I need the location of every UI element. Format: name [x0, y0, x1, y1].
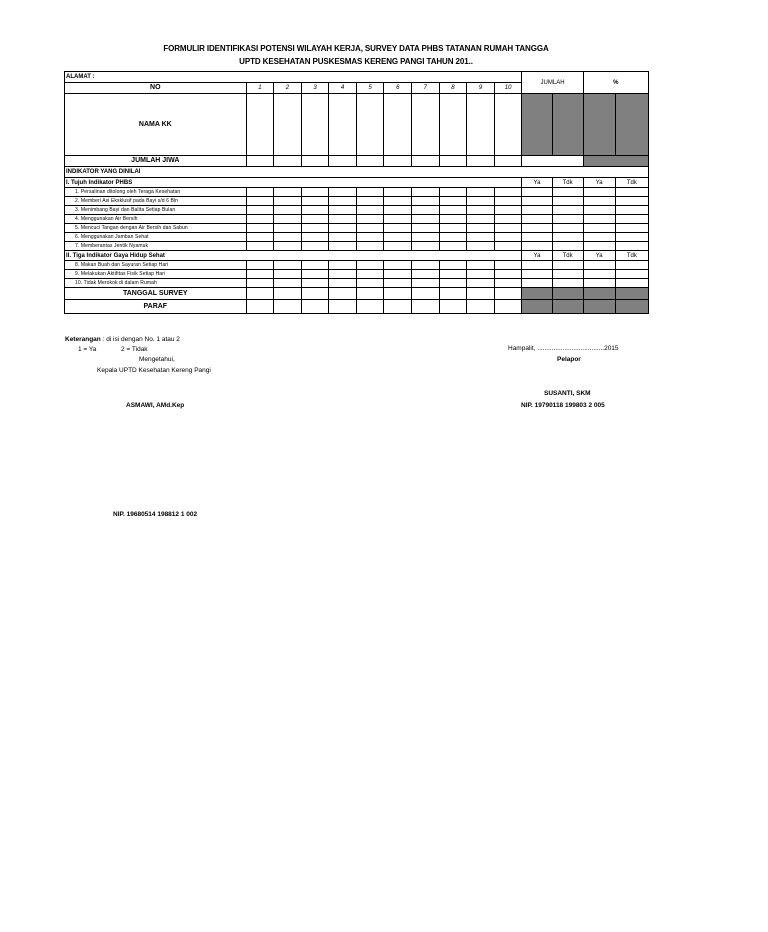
indicator-cell[interactable] [552, 188, 583, 197]
paraf-cell[interactable] [412, 300, 440, 314]
indicator-label: 10. Tidak Merokok di dalam Rumah [65, 279, 247, 288]
indicator-cell[interactable] [301, 261, 329, 270]
col-number: 6 [384, 83, 412, 94]
nama-kk-cell[interactable] [356, 94, 384, 156]
tdk-header: Tdk [552, 178, 583, 188]
left-signatory-name: ASMAWI, AMd.Kep [126, 402, 185, 409]
alamat-label: ALAMAT : [65, 72, 522, 83]
indicator-cell[interactable] [329, 242, 357, 251]
nama-kk-cell[interactable] [467, 94, 495, 156]
indicator-cell[interactable] [522, 224, 552, 233]
indicator-cell[interactable] [522, 261, 552, 270]
indicator-row [65, 270, 649, 279]
tdk-header: Tdk [552, 251, 583, 261]
left-signatory-nip: NIP. 19680514 198812 1 002 [113, 511, 198, 518]
shaded-cell [522, 94, 552, 156]
indicator-cell[interactable] [329, 279, 357, 288]
keterangan-text: : di isi dengan No. 1 atau 2 [102, 336, 180, 343]
indicator-cell[interactable] [384, 224, 412, 233]
indicator-cell[interactable] [552, 279, 583, 288]
indicator-cell[interactable] [522, 233, 552, 242]
indicator-cell[interactable] [583, 206, 615, 215]
indicator-cell[interactable] [522, 206, 552, 215]
indicator-cell[interactable] [615, 261, 648, 270]
indicator-cell[interactable] [274, 242, 302, 251]
indicator-cell[interactable] [356, 215, 384, 224]
indicator-cell[interactable] [467, 197, 495, 206]
indicator-cell[interactable] [467, 224, 495, 233]
jumlah-jiwa-total[interactable] [522, 156, 583, 167]
indicator-label: 1. Persalinan ditolong oleh Teraga Kesehatan [65, 188, 247, 197]
indicator-cell[interactable] [494, 224, 522, 233]
paraf-cell[interactable] [356, 300, 384, 314]
tanggal-cell[interactable] [329, 288, 357, 300]
indicator-cell[interactable] [494, 197, 522, 206]
right-signatory-name: SUSANTI, SKM [544, 390, 591, 397]
nama-kk-cell[interactable] [301, 94, 329, 156]
col-number: 5 [356, 83, 384, 94]
col-number: 2 [274, 83, 302, 94]
indicator-cell[interactable] [583, 197, 615, 206]
indicator-cell[interactable] [583, 279, 615, 288]
indicator-row [65, 188, 649, 197]
indicator-cell[interactable] [384, 261, 412, 270]
paraf-cell[interactable] [467, 300, 495, 314]
indikator-heading: INDIKATOR YANG DINILAI [65, 167, 649, 178]
indicator-cell[interactable] [301, 224, 329, 233]
ya-header: Ya [522, 178, 552, 188]
shaded-cell [552, 94, 583, 156]
indicator-cell[interactable] [615, 197, 648, 206]
phbs-survey-table [64, 71, 649, 314]
ya-header: Ya [583, 178, 615, 188]
shaded-cell [583, 288, 615, 300]
shaded-cell [522, 300, 552, 314]
indicator-cell[interactable] [356, 279, 384, 288]
indicator-cell[interactable] [412, 224, 440, 233]
indicator-cell[interactable] [439, 279, 467, 288]
tanggal-cell[interactable] [467, 288, 495, 300]
indicator-cell[interactable] [329, 224, 357, 233]
jumlah-jiwa-cell[interactable] [412, 156, 440, 167]
indicator-cell[interactable] [412, 270, 440, 279]
option-tidak: 2 = Tidak [121, 346, 148, 353]
indicator-cell[interactable] [356, 224, 384, 233]
indicator-cell[interactable] [301, 215, 329, 224]
indicator-cell[interactable] [494, 242, 522, 251]
paraf-label: PARAF [65, 300, 247, 314]
indicator-cell[interactable] [552, 224, 583, 233]
indicator-cell[interactable] [246, 197, 274, 206]
indicator-cell[interactable] [494, 188, 522, 197]
tdk-header: Tdk [615, 178, 648, 188]
indicator-cell[interactable] [301, 233, 329, 242]
indicator-cell[interactable] [412, 279, 440, 288]
indicator-cell[interactable] [274, 279, 302, 288]
shaded-cell [552, 288, 583, 300]
indicator-cell[interactable] [412, 206, 440, 215]
form-title-line2: UPTD KESEHATAN PUSKESMAS KERENG PANGI TAHUN 201.. [239, 57, 473, 66]
indicator-cell[interactable] [439, 188, 467, 197]
mengetahui-text: Mengetahui, [139, 356, 175, 363]
paraf-cell[interactable] [246, 300, 274, 314]
indicator-cell[interactable] [329, 270, 357, 279]
indicator-cell[interactable] [301, 270, 329, 279]
tanggal-cell[interactable] [301, 288, 329, 300]
percent-header: % [583, 72, 648, 94]
indicator-row [65, 279, 649, 288]
indicator-cell[interactable] [552, 233, 583, 242]
indicator-cell[interactable] [246, 279, 274, 288]
indicator-cell[interactable] [384, 242, 412, 251]
indicator-cell[interactable] [412, 188, 440, 197]
jumlah-jiwa-cell[interactable] [467, 156, 495, 167]
indicator-cell[interactable] [301, 188, 329, 197]
indicator-row [65, 206, 649, 215]
tdk-header: Tdk [615, 251, 648, 261]
indicator-cell[interactable] [384, 188, 412, 197]
tanggal-cell[interactable] [384, 288, 412, 300]
indicator-cell[interactable] [615, 279, 648, 288]
indicator-cell[interactable] [615, 242, 648, 251]
indicator-cell[interactable] [384, 215, 412, 224]
indicator-cell[interactable] [522, 197, 552, 206]
indicator-cell[interactable] [412, 197, 440, 206]
indicator-cell[interactable] [552, 261, 583, 270]
indicator-cell[interactable] [439, 215, 467, 224]
jumlah-jiwa-cell[interactable] [494, 156, 522, 167]
shaded-cell [522, 288, 552, 300]
indicator-row [65, 215, 649, 224]
indicator-cell[interactable] [583, 224, 615, 233]
indicator-cell[interactable] [583, 188, 615, 197]
indicator-cell[interactable] [439, 270, 467, 279]
indicator-cell[interactable] [384, 279, 412, 288]
indicator-cell[interactable] [274, 261, 302, 270]
indicator-cell[interactable] [439, 197, 467, 206]
tanggal-cell[interactable] [439, 288, 467, 300]
indicator-row [65, 224, 649, 233]
indicator-cell[interactable] [522, 270, 552, 279]
indicator-cell[interactable] [329, 188, 357, 197]
indicator-cell[interactable] [384, 197, 412, 206]
shaded-cell [552, 300, 583, 314]
jumlah-jiwa-label: JUMLAH JIWA [65, 156, 247, 167]
paraf-cell[interactable] [494, 300, 522, 314]
section2-heading: II. Tiga Indikator Gaya Hidup Sehat [65, 251, 522, 261]
indicator-cell[interactable] [301, 197, 329, 206]
indicator-cell[interactable] [615, 188, 648, 197]
indicator-cell[interactable] [467, 206, 495, 215]
indicator-cell[interactable] [246, 206, 274, 215]
indicator-cell[interactable] [494, 261, 522, 270]
indicator-cell[interactable] [274, 233, 302, 242]
indicator-cell[interactable] [329, 233, 357, 242]
indicator-cell[interactable] [552, 215, 583, 224]
indicator-label: 6. Menggunakan Jamban Sehat [65, 233, 247, 242]
indicator-label: 2. Memberi Asi Eksklusif pada Bayi s/d 6 Bln [65, 197, 247, 206]
indicator-label: 5. Mencuci Tangan dengan Air Bersih dan Sabun [65, 224, 247, 233]
pelapor-label: Pelapor [557, 356, 581, 363]
indicator-cell[interactable] [246, 242, 274, 251]
indicator-cell[interactable] [615, 206, 648, 215]
indicator-cell[interactable] [329, 261, 357, 270]
nama-kk-cell[interactable] [412, 94, 440, 156]
jumlah-jiwa-cell[interactable] [329, 156, 357, 167]
right-signatory-nip: NIP. 19790118 199803 2 005 [521, 402, 605, 409]
indicator-cell[interactable] [384, 206, 412, 215]
indicator-cell[interactable] [246, 224, 274, 233]
indicator-cell[interactable] [439, 242, 467, 251]
shaded-cell [615, 300, 648, 314]
indicator-cell[interactable] [467, 261, 495, 270]
indicator-cell[interactable] [246, 261, 274, 270]
indicator-cell[interactable] [246, 233, 274, 242]
nama-kk-cell[interactable] [246, 94, 274, 156]
nama-kk-cell[interactable] [274, 94, 302, 156]
indicator-cell[interactable] [583, 270, 615, 279]
place-date: Hampalit, .....................................2015 [508, 345, 619, 352]
section1-heading: I. Tujuh Indikator PHBS [65, 178, 522, 188]
paraf-cell[interactable] [301, 300, 329, 314]
indicator-cell[interactable] [274, 188, 302, 197]
nama-kk-label: NAMA KK [65, 94, 247, 156]
indicator-cell[interactable] [522, 215, 552, 224]
option-ya: 1 = Ya [78, 346, 97, 353]
col-number: 4 [329, 83, 357, 94]
indicator-cell[interactable] [274, 215, 302, 224]
indicator-cell[interactable] [583, 261, 615, 270]
indicator-cell[interactable] [301, 206, 329, 215]
indicator-label: 8. Makan Buah dan Sayuran Setiap Hari [65, 261, 247, 270]
indicator-cell[interactable] [467, 215, 495, 224]
indicator-cell[interactable] [552, 270, 583, 279]
jumlah-jiwa-cell[interactable] [384, 156, 412, 167]
indicator-cell[interactable] [274, 197, 302, 206]
indicator-cell[interactable] [384, 270, 412, 279]
shaded-cell [615, 94, 648, 156]
tanggal-cell[interactable] [274, 288, 302, 300]
col-number: 10 [494, 83, 522, 94]
paraf-cell[interactable] [329, 300, 357, 314]
jumlah-jiwa-cell[interactable] [439, 156, 467, 167]
indicator-cell[interactable] [615, 224, 648, 233]
form-title-line1: FORMULIR IDENTIFIKASI POTENSI WILAYAH KERJA, SURVEY DATA PHBS TATANAN RUMAH TANGGA [163, 44, 549, 53]
col-number: 1 [246, 83, 274, 94]
indicator-label: 4. Menggunakan Air Bersih [65, 215, 247, 224]
indicator-row [65, 233, 649, 242]
indicator-cell[interactable] [301, 279, 329, 288]
ya-header: Ya [583, 251, 615, 261]
paraf-cell[interactable] [274, 300, 302, 314]
indicator-cell[interactable] [356, 233, 384, 242]
ya-header: Ya [522, 251, 552, 261]
indicator-cell[interactable] [329, 206, 357, 215]
indicator-cell[interactable] [246, 215, 274, 224]
indicator-cell[interactable] [412, 261, 440, 270]
shaded-cell [583, 300, 615, 314]
indicator-cell[interactable] [439, 224, 467, 233]
col-number: 3 [301, 83, 329, 94]
indicator-cell[interactable] [494, 233, 522, 242]
indicator-cell[interactable] [412, 215, 440, 224]
indicator-cell[interactable] [467, 188, 495, 197]
indicator-cell[interactable] [583, 233, 615, 242]
indicator-label: 3. Menimbang Bayi dan Balita Setiap Bulan [65, 206, 247, 215]
indicator-cell[interactable] [494, 279, 522, 288]
indicator-cell[interactable] [356, 261, 384, 270]
nama-kk-cell[interactable] [494, 94, 522, 156]
indicator-cell[interactable] [522, 188, 552, 197]
no-header: NO [65, 83, 247, 94]
indicator-cell[interactable] [615, 215, 648, 224]
indicator-cell[interactable] [615, 233, 648, 242]
indicator-cell[interactable] [467, 279, 495, 288]
col-number: 9 [467, 83, 495, 94]
indicator-cell[interactable] [384, 233, 412, 242]
indicator-cell[interactable] [494, 215, 522, 224]
indicator-cell[interactable] [583, 242, 615, 251]
tanggal-cell[interactable] [246, 288, 274, 300]
indicator-row [65, 197, 649, 206]
nama-kk-cell[interactable] [329, 94, 357, 156]
jumlah-header: JUMLAH [522, 72, 583, 94]
indicator-cell[interactable] [246, 270, 274, 279]
jumlah-jiwa-cell[interactable] [246, 156, 274, 167]
indicator-label: 9. Melakukan Aktifitas Fisik Setiap Hari [65, 270, 247, 279]
tanggal-cell[interactable] [412, 288, 440, 300]
indicator-cell[interactable] [356, 197, 384, 206]
nama-kk-cell[interactable] [384, 94, 412, 156]
tanggal-cell[interactable] [356, 288, 384, 300]
indicator-cell[interactable] [356, 206, 384, 215]
tanggal-survey-label: TANGGAL SURVEY [65, 288, 247, 300]
paraf-cell[interactable] [439, 300, 467, 314]
indicator-cell[interactable] [246, 188, 274, 197]
indicator-cell[interactable] [552, 206, 583, 215]
indicator-cell[interactable] [356, 188, 384, 197]
indicator-cell[interactable] [522, 242, 552, 251]
indicator-cell[interactable] [356, 242, 384, 251]
indicator-cell[interactable] [467, 233, 495, 242]
tanggal-cell[interactable] [494, 288, 522, 300]
shaded-cell [615, 288, 648, 300]
jumlah-jiwa-cell[interactable] [356, 156, 384, 167]
indicator-cell[interactable] [467, 242, 495, 251]
indicator-cell[interactable] [583, 215, 615, 224]
nama-kk-cell[interactable] [439, 94, 467, 156]
indicator-row [65, 261, 649, 270]
indicator-cell[interactable] [494, 270, 522, 279]
indicator-cell[interactable] [439, 233, 467, 242]
jumlah-jiwa-cell[interactable] [301, 156, 329, 167]
shaded-cell [583, 94, 615, 156]
keterangan-label: Keterangan [65, 336, 101, 343]
indicator-cell[interactable] [412, 233, 440, 242]
indicator-row [65, 242, 649, 251]
indicator-cell[interactable] [439, 261, 467, 270]
shaded-cell [583, 156, 648, 167]
indicator-cell[interactable] [274, 206, 302, 215]
indicator-cell[interactable] [329, 197, 357, 206]
keterangan [65, 336, 180, 343]
indicator-cell[interactable] [552, 197, 583, 206]
indicator-cell[interactable] [467, 270, 495, 279]
indicator-cell[interactable] [439, 206, 467, 215]
col-number: 8 [439, 83, 467, 94]
indicator-cell[interactable] [412, 242, 440, 251]
indicator-label: 7. Memberantas Jentik Nyamuk [65, 242, 247, 251]
indicator-cell[interactable] [274, 224, 302, 233]
jumlah-jiwa-cell[interactable] [274, 156, 302, 167]
paraf-cell[interactable] [384, 300, 412, 314]
indicator-cell[interactable] [301, 242, 329, 251]
indicator-cell[interactable] [552, 242, 583, 251]
indicator-cell[interactable] [522, 279, 552, 288]
indicator-cell[interactable] [494, 206, 522, 215]
indicator-cell[interactable] [615, 270, 648, 279]
indicator-cell[interactable] [356, 270, 384, 279]
indicator-cell[interactable] [274, 270, 302, 279]
kepala-text: Kepala UPTD Kesehatan Kereng Pangi [97, 367, 211, 374]
col-number: 7 [412, 83, 440, 94]
indicator-cell[interactable] [329, 215, 357, 224]
